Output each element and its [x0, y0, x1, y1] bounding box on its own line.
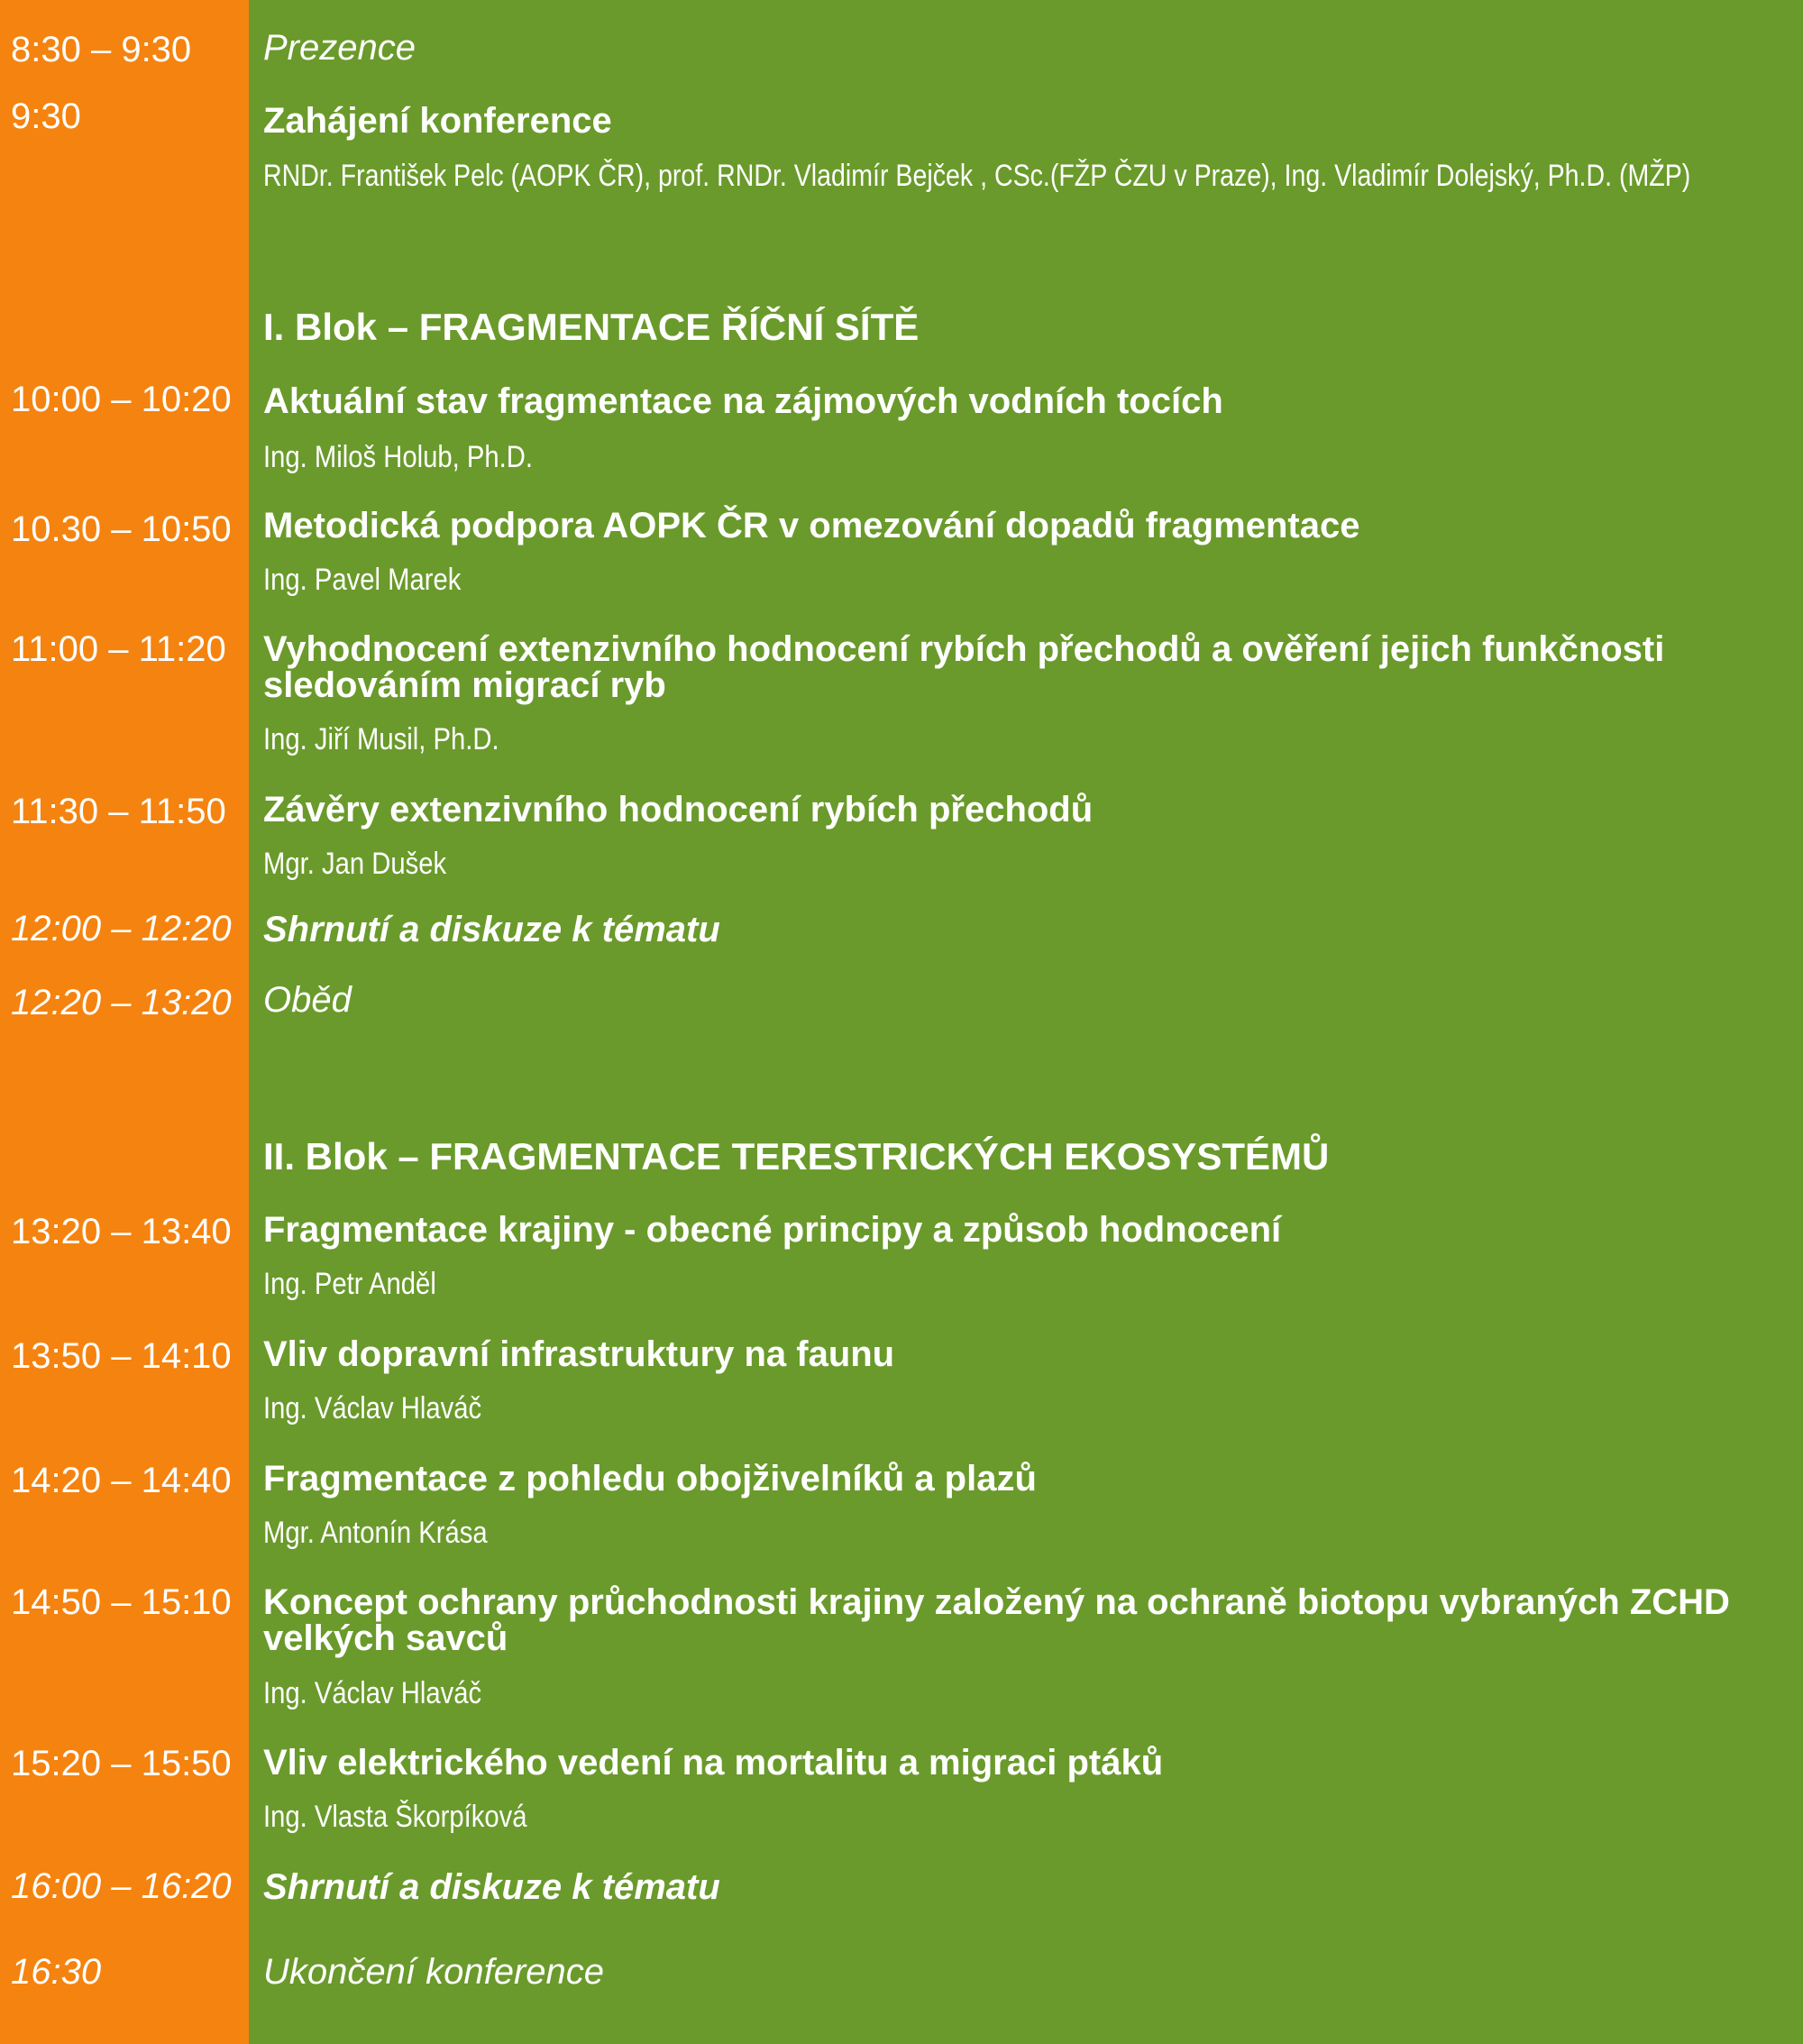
talk-title: Fragmentace z pohledu obojživelníků a plazů [263, 1459, 1037, 1499]
block-2-heading: II. Blok – FRAGMENTACE TERESTRICKÝCH EKOSYSTÉMŮ [263, 1135, 1330, 1178]
time-talk: 11:30 – 11:50 [11, 792, 226, 831]
talk-speaker: Mgr. Jan Dušek [263, 847, 447, 881]
talk-title: Koncept ochrany průchodnosti krajiny založený na ochraně biotopu vybraných ZCHD velkých savců [263, 1582, 1730, 1658]
time-talk: 10.30 – 10:50 [11, 509, 232, 549]
talk-speaker: Ing. Václav Hlaváč [263, 1391, 482, 1425]
talk-title: Metodická podpora AOPK ČR v omezování dopadů fragmentace [263, 506, 1360, 545]
talk-speaker: Ing. Václav Hlaváč [263, 1676, 482, 1710]
talk-title: Vliv dopravní infrastruktury na faunu [263, 1334, 895, 1374]
talk-title: Fragmentace krajiny - obecné principy a způsob hodnocení [263, 1210, 1282, 1250]
time-talk: 11:00 – 11:20 [11, 629, 226, 669]
time-opening: 9:30 [11, 96, 81, 136]
label-closing: Ukončení konference [263, 1952, 605, 1992]
talk-title: Vyhodnocení extenzivního hodnocení rybích přechodů a ověření jejich funkčnosti sledováním migrací ryb [263, 629, 1665, 705]
title-opening: Zahájení konference [263, 101, 612, 141]
block-1-heading: I. Blok – FRAGMENTACE ŘÍČNÍ SÍTĚ [263, 306, 920, 348]
time-talk: 14:50 – 15:10 [11, 1582, 232, 1622]
talk-speaker: Mgr. Antonín Krása [263, 1516, 488, 1550]
talk-speaker: Ing. Vlasta Škorpíková [263, 1800, 527, 1834]
time-talk: 13:50 – 14:10 [11, 1336, 232, 1376]
time-talk: 13:20 – 13:40 [11, 1212, 232, 1251]
talk-speaker: Ing. Petr Anděl [263, 1267, 436, 1301]
talk-speaker: Ing. Jiří Musil, Ph.D. [263, 722, 499, 756]
time-talk: 14:20 – 14:40 [11, 1461, 232, 1500]
time-talk: 15:20 – 15:50 [11, 1744, 232, 1783]
speakers-opening: RNDr. František Pelc (AOPK ČR), prof. RNDr. Vladimír Bejček , CSc.(FŽP ČZU v Praze), Ing. Vladimír Dolejský, Ph.D. (MŽP) [263, 159, 1691, 193]
time-talk: 10:00 – 10:20 [11, 380, 232, 419]
talk-title: Aktuální stav fragmentace na zájmových vodních tocích [263, 381, 1223, 421]
talk-title: Vliv elektrického vedení na mortalitu a migraci ptáků [263, 1743, 1164, 1783]
talk-speaker: Ing. Miloš Holub, Ph.D. [263, 440, 534, 474]
talk-speaker: Ing. Pavel Marek [263, 563, 462, 597]
time-discussion: 12:00 – 12:20 [11, 909, 232, 949]
time-discussion: 16:00 – 16:20 [11, 1866, 232, 1906]
talk-title: Závěry extenzivního hodnocení rybích přechodů [263, 790, 1094, 830]
time-closing: 16:30 [11, 1952, 102, 1992]
label-discussion: Shrnutí a diskuze k tématu [263, 910, 720, 949]
time-registration: 8:30 – 9:30 [11, 30, 192, 69]
label-lunch: Oběd [263, 980, 352, 1020]
label-registration: Prezence [263, 28, 416, 68]
label-discussion: Shrnutí a diskuze k tématu [263, 1867, 720, 1907]
time-lunch: 12:20 – 13:20 [11, 983, 232, 1022]
